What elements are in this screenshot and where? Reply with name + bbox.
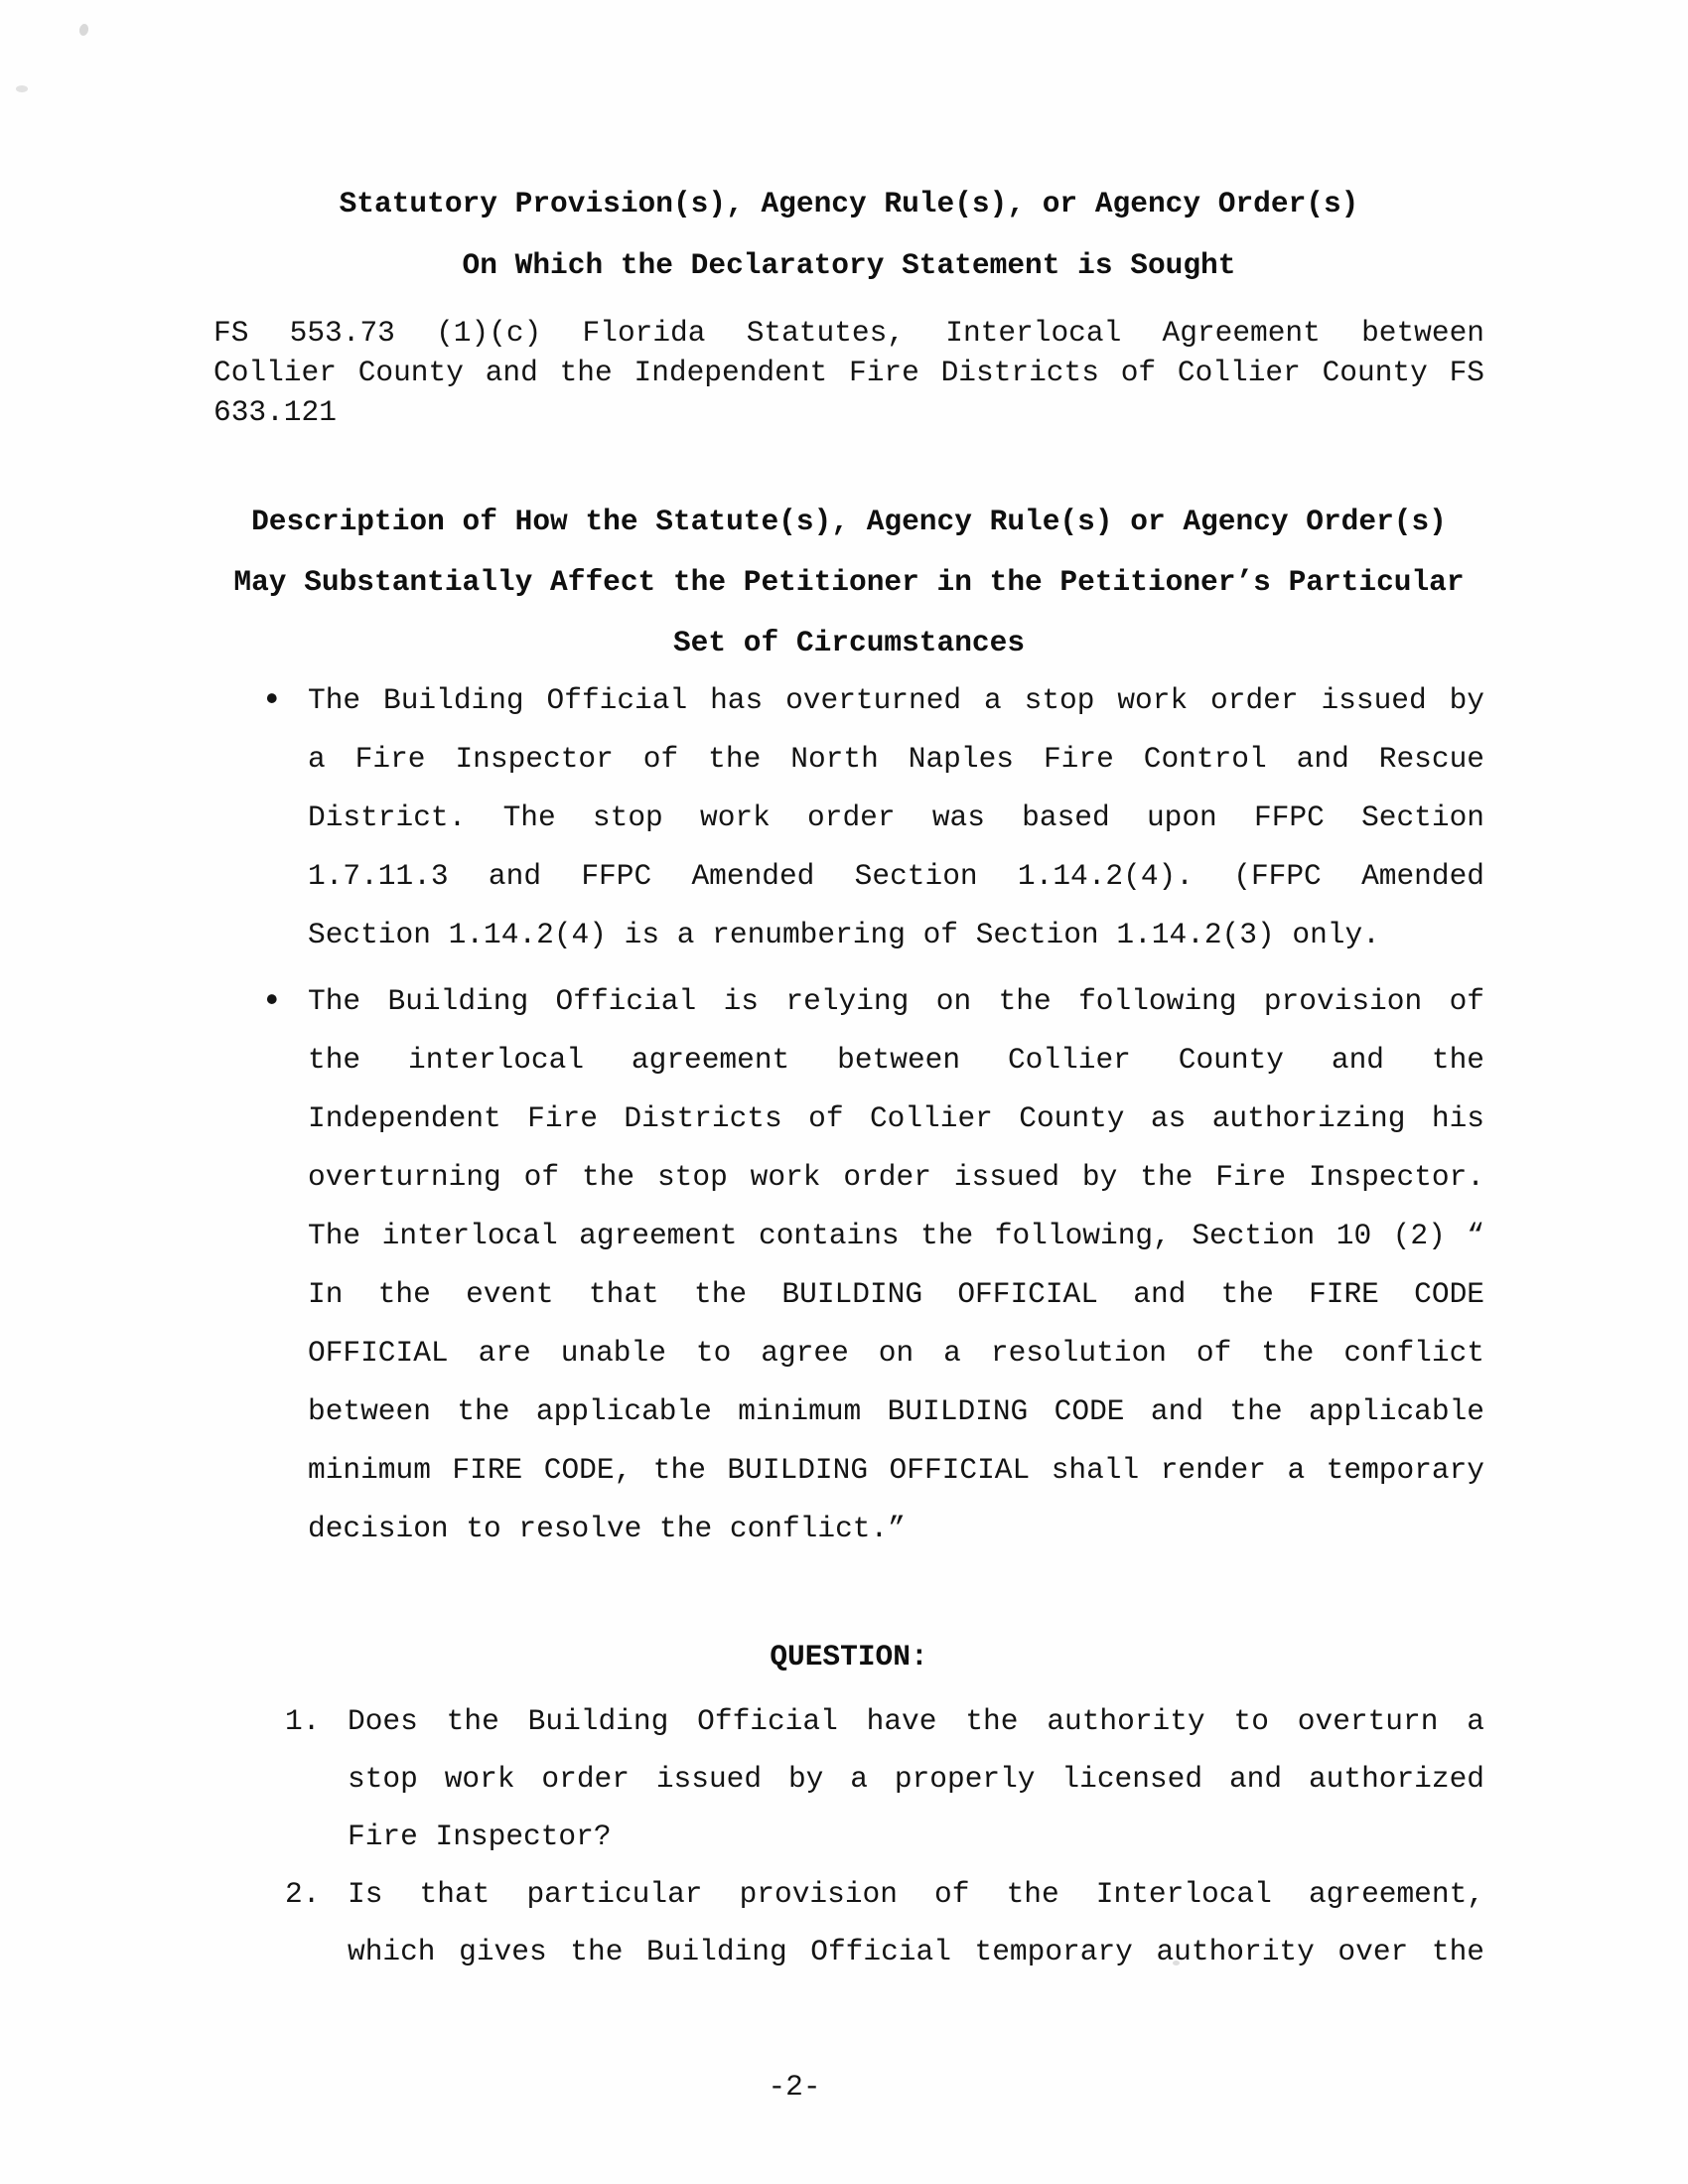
description-heading [213,492,1484,673]
text-line: Description of How the Statute(s), Agency Rule(s) or Agency Order(s) [251,505,1447,538]
scan-artifact [78,23,89,37]
page-number: -2- [768,2070,821,2104]
item-text [348,1865,1484,1980]
text-line: FS 553.73 (1)(c) Florida Statutes, Interlocal Agreement between [213,316,1484,350]
text-line: Fire Inspector? [348,1820,612,1853]
text-line: minimum FIRE CODE, the BUILDING OFFICIAL shall render a temporary [308,1453,1484,1487]
text-line: stop work order issued by a properly licensed and authorized [348,1762,1484,1796]
text-line: Independent Fire Districts of Collier County as authorizing his [308,1101,1484,1135]
bullet-marker: • [261,981,283,1022]
text-line: Section 1.14.2(4) is a renumbering of Section 1.14.2(3) only. [308,918,1380,951]
question-list [285,1692,1484,1980]
text-line: The interlocal agreement contains the following, Section 10 (2) “ [308,1219,1484,1252]
text-line: overturning of the stop work order issued by the Fire Inspector. [308,1160,1484,1194]
statutory-provisions-heading [213,173,1484,296]
text-line: between the applicable minimum BUILDING CODE and the applicable [308,1394,1484,1428]
text-line: 1.7.11.3 and FFPC Amended Section 1.14.2(4). (FFPC Amended [308,859,1484,893]
text-line: The Building Official has overturned a stop work order issued by [308,683,1484,717]
bullet-marker: • [261,680,283,721]
question-item [285,1865,1484,1980]
text-line: Statutory Provision(s), Agency Rule(s), or Agency Order(s) [339,187,1359,220]
bullet-item [261,972,1484,1558]
item-number: 1. [285,1704,321,1738]
affect-bullet-list [261,671,1484,1558]
text-line: Is that particular provision of the Interlocal agreement, [348,1877,1484,1911]
scan-artifact [16,85,28,92]
text-line: the interlocal agreement between Collier County and the [308,1043,1484,1077]
item-text [348,1692,1484,1865]
question-item [285,1692,1484,1865]
text-line: 633.121 [213,395,337,429]
text-line: decision to resolve the conflict.” [308,1512,906,1545]
text-line: which gives the Building Official temporary authority over the [348,1935,1484,1968]
text-line: Set of Circumstances [672,626,1026,659]
bullet-item [261,671,1484,964]
statute-citation-paragraph [213,313,1484,432]
text-line: On Which the Declaratory Statement is Sought [462,248,1236,282]
text-line: OFFICIAL are unable to agree on a resolution of the conflict [308,1336,1484,1370]
text-line: May Substantially Affect the Petitioner in the Petitioner’s Particular [233,565,1465,599]
item-text [308,671,1484,964]
text-line: Collier County and the Independent Fire Districts of Collier County FS [213,356,1484,389]
text-line: a Fire Inspector of the North Naples Fire Control and Rescue [308,742,1484,776]
scan-artifact [1173,1961,1180,1966]
text-line: In the event that the BUILDING OFFICIAL and the FIRE CODE [308,1277,1484,1311]
question-heading: QUESTION: [770,1640,928,1674]
item-number: 2. [285,1877,321,1911]
text-line: Does the Building Official have the authority to overturn a [348,1704,1484,1738]
text-line: The Building Official is relying on the following provision of [308,984,1484,1018]
item-text [308,972,1484,1558]
text-line: District. The stop work order was based upon FFPC Section [308,801,1484,834]
